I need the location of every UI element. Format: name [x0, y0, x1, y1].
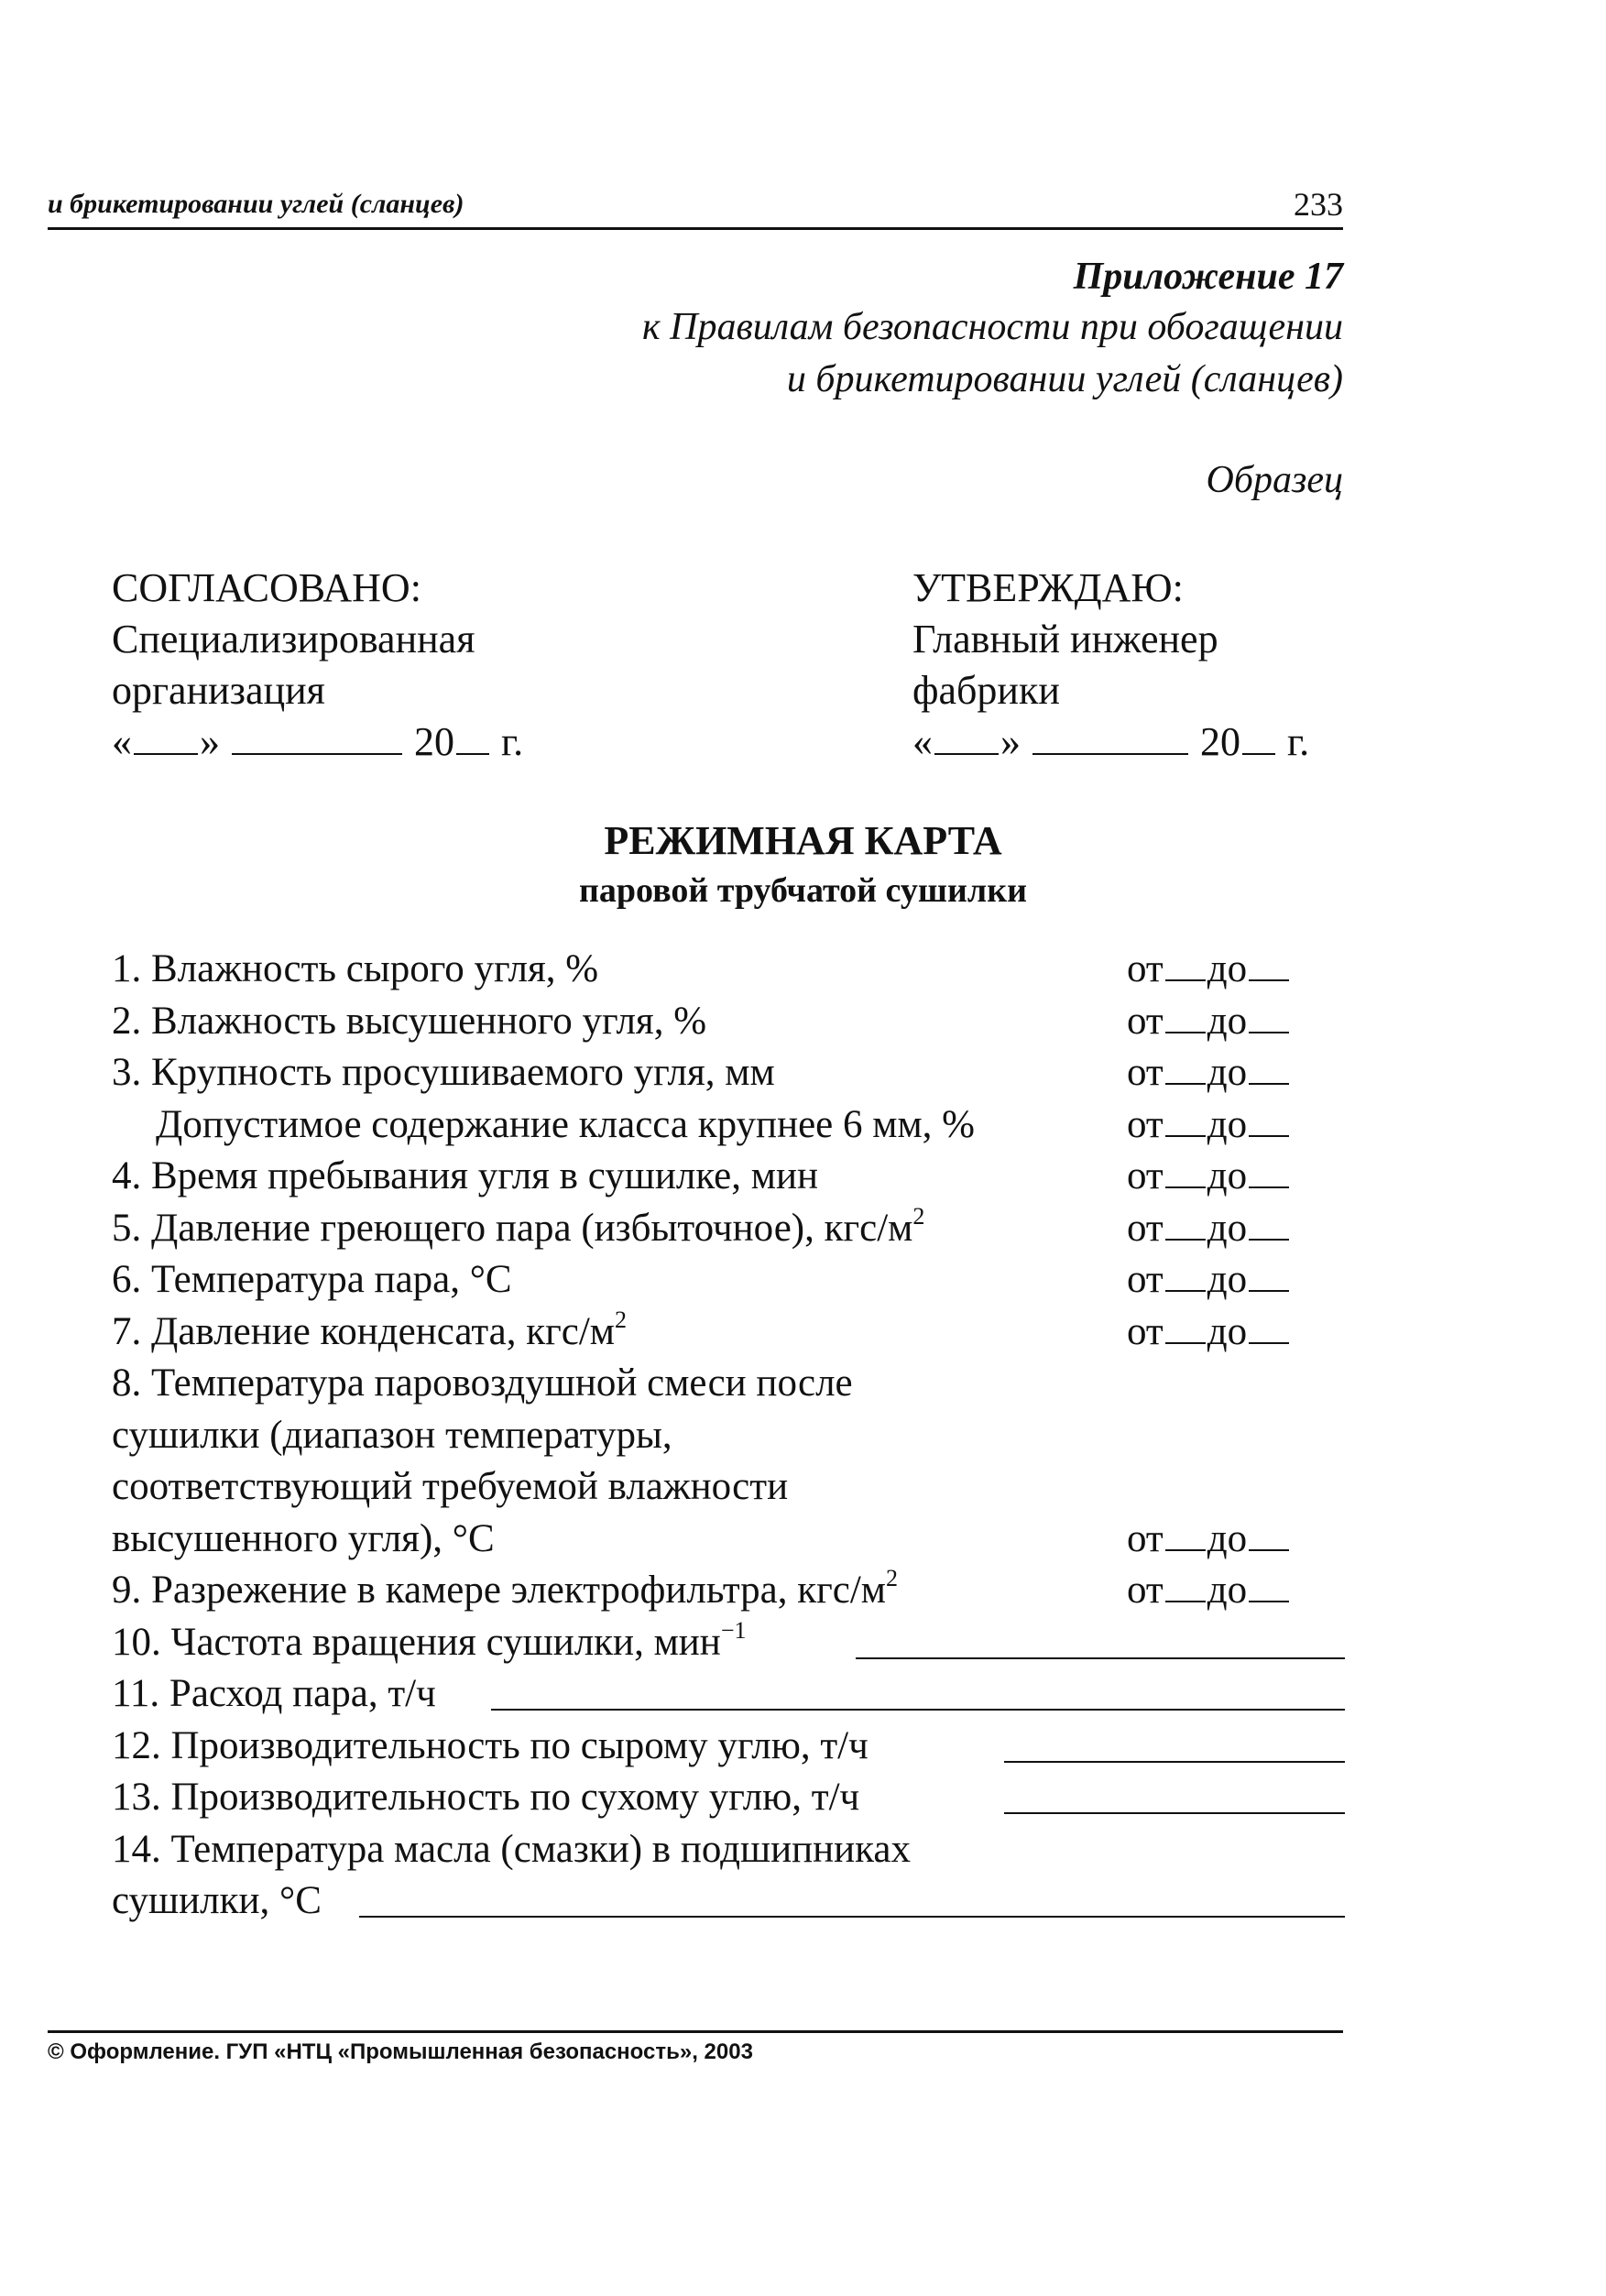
- list-item: [112, 1358, 1345, 1410]
- item-label: 13. Производительность по сухому углю, т/ч: [112, 1776, 860, 1819]
- footer-rule: [48, 2030, 1343, 2033]
- agreed-line-1: Специализированная: [112, 617, 475, 661]
- item-label: [112, 1203, 924, 1255]
- item-label: высушенного угля), °С: [112, 1516, 495, 1560]
- year-suffix: г.: [501, 719, 524, 764]
- running-header: [48, 181, 1343, 230]
- range-from: от: [1127, 1516, 1164, 1560]
- superscript: 2: [912, 1202, 925, 1230]
- day-blank: [134, 722, 198, 755]
- list-item: [112, 1668, 1345, 1721]
- superscript: −1: [720, 1616, 747, 1644]
- range-to: до: [1207, 1102, 1248, 1146]
- superscript: 2: [886, 1565, 899, 1591]
- list-item: [112, 1047, 1345, 1099]
- range-to: до: [1207, 947, 1248, 990]
- document-title: РЕЖИМНАЯ КАРТА: [604, 818, 1002, 863]
- range-from: от: [1127, 947, 1164, 990]
- range-from-blank: [1165, 1315, 1206, 1344]
- range-from: от: [1127, 1102, 1164, 1146]
- range-to-blank: [1249, 1159, 1289, 1188]
- range-to-blank: [1249, 1004, 1289, 1033]
- agreed-block: [112, 563, 523, 768]
- range-to: до: [1207, 1569, 1248, 1612]
- list-item: [112, 1151, 1345, 1203]
- range-from-blank: [1165, 1004, 1206, 1033]
- agreed-date-line: [112, 716, 523, 768]
- agreed-heading: СОГЛАСОВАНО:: [112, 565, 421, 610]
- month-blank: [232, 722, 402, 755]
- item-label: 14. Температура масла (смазки) в подшипниках: [112, 1827, 911, 1871]
- year-prefix: 20: [1200, 719, 1240, 764]
- approve-date-line: [912, 716, 1309, 768]
- year-suffix: г.: [1287, 719, 1310, 764]
- approve-heading: УТВЕРЖДАЮ:: [912, 565, 1184, 610]
- range-to: до: [1207, 999, 1248, 1043]
- item-text: 5. Давление греющего пара (избыточное), кгс/м: [112, 1206, 913, 1250]
- appendix-title: Приложение 17: [1073, 256, 1343, 298]
- list-item: [112, 1617, 1345, 1669]
- year-blank: [456, 722, 489, 755]
- list-item: [112, 1772, 1345, 1824]
- item-label: Допустимое содержание класса крупнее 6 мм, %: [156, 1102, 975, 1146]
- range-to-blank: [1249, 1573, 1289, 1602]
- fill-line: [1004, 1812, 1345, 1814]
- range-to-blank: [1249, 1055, 1289, 1085]
- range-from-blank: [1165, 952, 1206, 981]
- item-text: 7. Давление конденсата, кгс/м: [112, 1309, 616, 1353]
- item-label: 11. Расход пара, т/ч: [112, 1672, 436, 1715]
- range-field: [1127, 996, 1291, 1048]
- fill-line: [359, 1916, 1345, 1918]
- list-item: [112, 1824, 1345, 1876]
- range-field: [1127, 1514, 1291, 1566]
- item-label: [112, 1307, 627, 1359]
- fill-line: [1004, 1761, 1345, 1763]
- range-field: [1127, 1203, 1291, 1255]
- item-label: 6. Температура пара, °С: [112, 1258, 512, 1301]
- list-item-continuation: [112, 1410, 1345, 1462]
- range-from: от: [1127, 1206, 1164, 1250]
- range-to: до: [1207, 1309, 1248, 1353]
- range-to-blank: [1249, 1108, 1289, 1137]
- item-label: 8. Температура паровоздушной смеси после: [112, 1361, 853, 1405]
- range-to-blank: [1249, 1315, 1289, 1344]
- range-from: от: [1127, 999, 1164, 1043]
- range-field: [1127, 944, 1291, 996]
- list-item: [112, 1721, 1345, 1773]
- list-item: [112, 1099, 1345, 1152]
- item-label: 3. Крупность просушиваемого угля, мм: [112, 1051, 775, 1094]
- running-title: и брикетировании углей (сланцев): [48, 189, 464, 219]
- item-text: 9. Разрежение в камере электрофильтра, кгс/м: [112, 1569, 887, 1612]
- approve-block: [912, 563, 1309, 768]
- range-to-blank: [1249, 1522, 1289, 1551]
- item-label: сушилки (диапазон температуры,: [112, 1413, 672, 1457]
- range-from: от: [1127, 1569, 1164, 1612]
- item-label: сушилки, °С: [112, 1879, 322, 1922]
- year-blank: [1242, 722, 1275, 755]
- item-label: 2. Влажность высушенного угля, %: [112, 999, 707, 1043]
- superscript: 2: [615, 1306, 628, 1333]
- range-from-blank: [1165, 1522, 1206, 1551]
- item-label: 4. Время пребывания угля в сушилке, мин: [112, 1154, 818, 1197]
- range-from: от: [1127, 1309, 1164, 1353]
- range-field: [1127, 1047, 1291, 1099]
- parameter-list: [112, 944, 1345, 1928]
- range-field: [1127, 1099, 1291, 1152]
- page-number: 233: [1294, 186, 1343, 223]
- range-to-blank: [1249, 952, 1289, 981]
- range-field: [1127, 1307, 1291, 1359]
- month-blank: [1032, 722, 1188, 755]
- range-from: от: [1127, 1154, 1164, 1197]
- range-from-blank: [1165, 1573, 1206, 1602]
- range-from: от: [1127, 1051, 1164, 1094]
- range-from-blank: [1165, 1108, 1206, 1137]
- range-to: до: [1207, 1516, 1248, 1560]
- list-item: [112, 1307, 1345, 1359]
- list-item-continuation: [112, 1461, 1345, 1514]
- day-blank: [934, 722, 999, 755]
- range-to: до: [1207, 1206, 1248, 1250]
- range-field: [1127, 1565, 1291, 1617]
- list-item: [112, 944, 1345, 996]
- fill-line: [856, 1657, 1345, 1659]
- appendix-line-2: и брикетировании углей (сланцев): [786, 358, 1343, 400]
- list-item-continuation: [112, 1875, 1345, 1928]
- agreed-line-2: организация: [112, 668, 325, 713]
- quote-close: »: [200, 719, 220, 764]
- list-item: [112, 996, 1345, 1048]
- item-label: соответствующий требуемой влажности: [112, 1465, 789, 1508]
- item-label: 1. Влажность сырого угля, %: [112, 947, 599, 990]
- item-label: [112, 1565, 898, 1617]
- document-subtitle: паровой трубчатой сушилки: [578, 871, 1027, 910]
- appendix-line-1: к Правилам безопасности при обогащении: [642, 306, 1343, 348]
- range-from-blank: [1165, 1055, 1206, 1085]
- list-item: [112, 1203, 1345, 1255]
- quote-close: »: [1000, 719, 1021, 764]
- range-to-blank: [1249, 1263, 1289, 1292]
- range-field: [1127, 1151, 1291, 1203]
- item-label: 12. Производительность по сырому углю, т/ч: [112, 1723, 869, 1767]
- sample-label: Образец: [1206, 459, 1343, 501]
- copyright-footer: © Оформление. ГУП «НТЦ «Промышленная безопасность», 2003: [48, 2039, 753, 2064]
- fill-line: [491, 1709, 1345, 1711]
- quote-open: «: [112, 719, 132, 764]
- year-prefix: 20: [414, 719, 454, 764]
- quote-open: «: [912, 719, 933, 764]
- list-item: [112, 1565, 1345, 1617]
- approve-line-2: фабрики: [912, 668, 1060, 713]
- range-from-blank: [1165, 1263, 1206, 1292]
- list-item: [112, 1254, 1345, 1307]
- range-to: до: [1207, 1154, 1248, 1197]
- range-field: [1127, 1254, 1291, 1307]
- range-from-blank: [1165, 1159, 1206, 1188]
- range-to: до: [1207, 1051, 1248, 1094]
- list-item-continuation: [112, 1514, 1345, 1566]
- range-from: от: [1127, 1258, 1164, 1301]
- range-from-blank: [1165, 1211, 1206, 1241]
- range-to-blank: [1249, 1211, 1289, 1241]
- approve-line-1: Главный инженер: [912, 617, 1218, 661]
- item-label: [112, 1617, 746, 1669]
- range-to: до: [1207, 1258, 1248, 1301]
- item-text: 10. Частота вращения сушилки, мин: [112, 1620, 721, 1664]
